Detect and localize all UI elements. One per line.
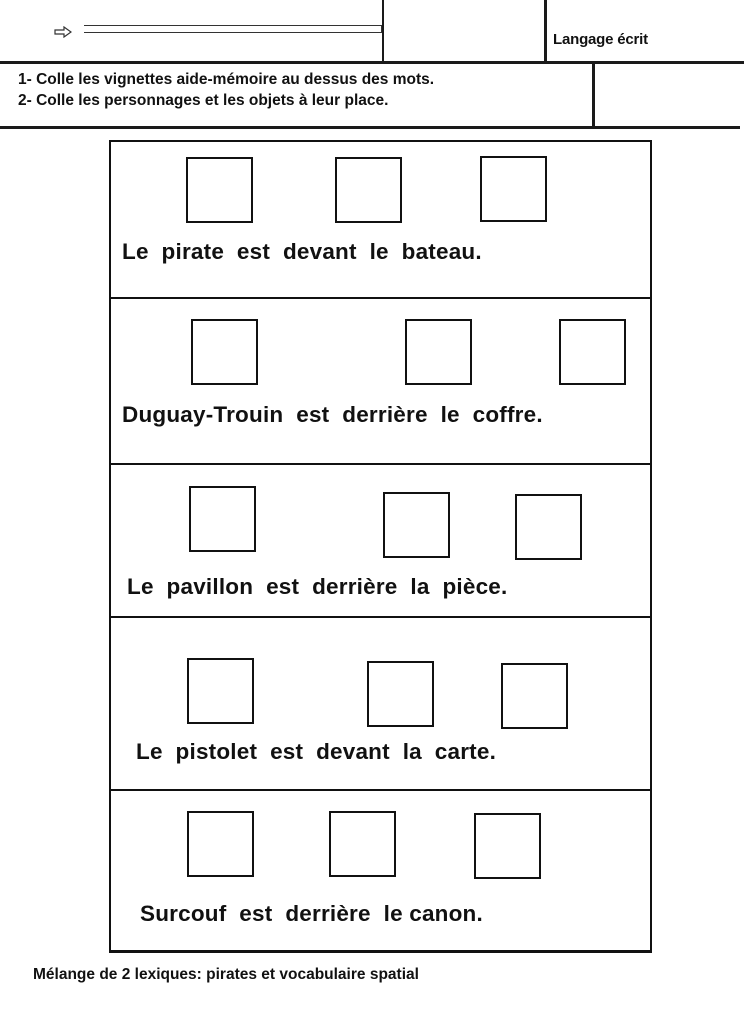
exercise-panel-4	[109, 616, 652, 791]
header-divider-3	[592, 62, 595, 127]
picture-slot[interactable]	[335, 157, 402, 223]
picture-slot[interactable]	[559, 319, 626, 385]
picture-slot[interactable]	[480, 156, 547, 222]
header-rule-top	[0, 61, 744, 64]
exercise-panel-2	[109, 297, 652, 465]
footer-note: Mélange de 2 lexiques: pirates et vocabulaire spatial	[33, 966, 419, 983]
sentence: Surcouf est derrière le canon.	[140, 901, 483, 926]
picture-slot[interactable]	[187, 811, 254, 877]
picture-slot[interactable]	[329, 811, 396, 877]
instructions	[18, 69, 434, 111]
picture-slot[interactable]	[191, 319, 258, 385]
name-field[interactable]	[84, 25, 382, 33]
right-arrow-outline-icon	[54, 26, 72, 38]
sentence: Duguay-Trouin est derrière le coffre.	[122, 402, 543, 427]
sentence: Le pirate est devant le bateau.	[122, 239, 482, 264]
picture-slot[interactable]	[515, 494, 582, 560]
header-rule-bottom	[0, 126, 740, 129]
subject-label: Langage écrit	[553, 31, 648, 48]
instruction-1: 1- Colle les vignettes aide-mémoire au dessus des mots.	[18, 71, 435, 88]
picture-slot[interactable]	[187, 658, 254, 724]
exercise-panel-3	[109, 463, 652, 619]
picture-slot[interactable]	[186, 157, 253, 223]
exercise-panel-1	[109, 140, 652, 299]
header-divider-1	[382, 0, 384, 62]
sentence: Le pistolet est devant la carte.	[136, 739, 497, 764]
picture-slot[interactable]	[474, 813, 541, 879]
exercise-panel-5	[109, 789, 652, 953]
picture-slot[interactable]	[189, 486, 256, 552]
instruction-2: 2- Colle les personnages et les objets à leur place.	[18, 92, 389, 109]
sentence: Le pavillon est derrière la pièce.	[127, 574, 508, 599]
picture-slot[interactable]	[383, 492, 450, 558]
picture-slot[interactable]	[405, 319, 472, 385]
picture-slot[interactable]	[501, 663, 568, 729]
header-divider-2	[544, 0, 547, 62]
picture-slot[interactable]	[367, 661, 434, 727]
